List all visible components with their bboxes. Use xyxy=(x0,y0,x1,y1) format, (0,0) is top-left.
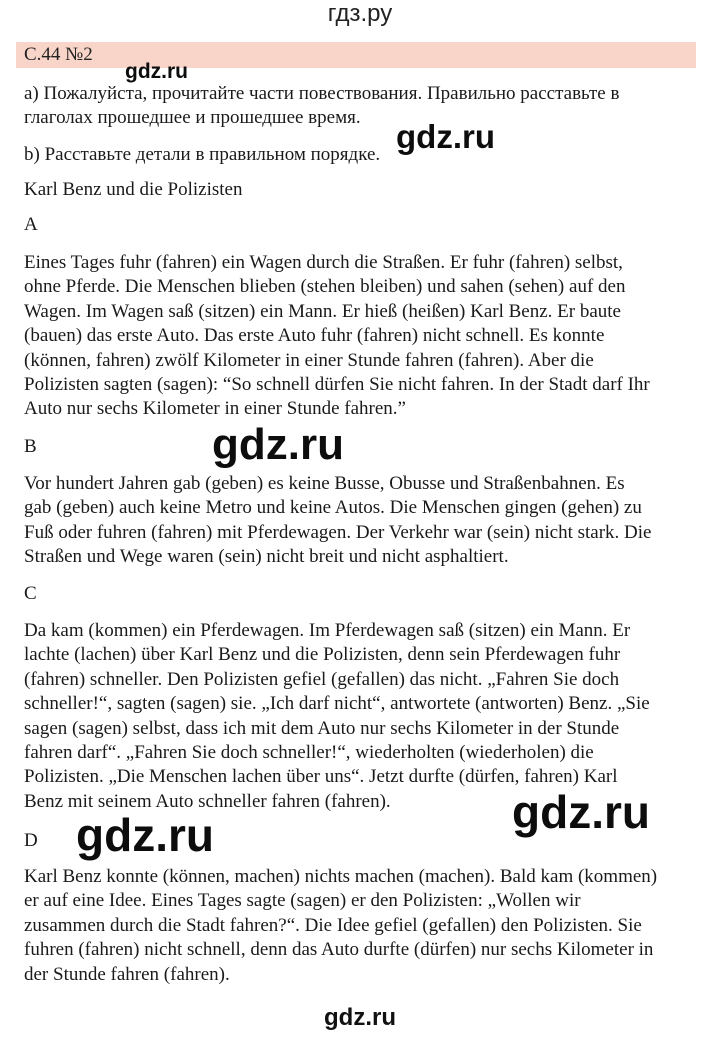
task-a xyxy=(24,82,619,131)
section-line: ohne Pferde. Die Menschen blieben (stehen bleiben) und sahen (sehen) auf den xyxy=(24,276,626,298)
section-line: (bauen) das erste Auto. Das erste Auto fuhr (fahren) nicht schnell. Es konnte xyxy=(24,325,605,347)
watermark: gdz.ru xyxy=(212,420,344,469)
section-line: fuhren (fahren) nicht schnell, denn das Auto durfte (dürfen) nur sechs Kilometer in xyxy=(24,939,654,961)
section-line: sagen (sagen) selbst, dass ich mit dem Auto nur sechs Kilometer in der Stunde xyxy=(24,717,620,739)
watermark: gdz.ru xyxy=(125,60,188,83)
section-line: er auf eine Idee. Eines Tages sagte (sagen) er den Polizisten: „Wollen wir xyxy=(24,890,581,912)
section-line: Straßen und Wege waren (sein) nicht breit und nicht asphaltiert. xyxy=(24,546,509,568)
section-letter-b: B xyxy=(24,436,37,457)
section-line: zusammen durch die Stadt fahren?“. Die Idee gefiel (gefallen) den Polizisten. Sie xyxy=(24,914,642,936)
task-a-line: глаголах прошедшее и прошедшее время. xyxy=(24,107,361,129)
page-reference: С.44 №2 xyxy=(24,44,93,65)
section-line: fahren darf“. „Fahren Sie doch schneller!“, wiederholten (wiederholen) die xyxy=(24,742,594,764)
section-line: (können, fahren) zwölf Kilometer in einer Stunde fahren (fahren). Aber die xyxy=(24,349,594,371)
watermark: gdz.ru xyxy=(512,786,650,838)
task-a-line: a) Пожалуйста, прочитайте части повествования. Правильно расставьте в xyxy=(24,83,620,104)
footer-watermark: gdz.ru xyxy=(324,1004,396,1031)
section-line: Polizisten. „Die Menschen lachen über uns“. Jetzt durfte (dürfen, fahren) Karl xyxy=(24,766,618,788)
watermark: gdz.ru xyxy=(76,809,214,861)
section-letter-a: A xyxy=(24,214,38,235)
task-b: b) Расставьте детали в правильном порядке. xyxy=(24,144,381,165)
section-line: Polizisten sagten (sagen): “So schnell dürfen Sie nicht fahren. In der Stadt darf Ihr xyxy=(24,374,650,396)
section-d-text xyxy=(24,865,657,987)
section-line: lachte (lachen) über Karl Benz und die Polizisten, denn sein Pferdewagen fuhr xyxy=(24,644,621,666)
watermark: gdz.ru xyxy=(396,118,495,155)
section-line: Da kam (kommen) ein Pferdewagen. Im Pferdewagen saß (sitzen) ein Mann. Er xyxy=(24,620,631,641)
section-line: Karl Benz konnte (können, machen) nichts machen (machen). Bald kam (kommen) xyxy=(24,866,658,887)
section-a-text xyxy=(24,251,650,422)
site-title: гдз.ру xyxy=(327,0,393,27)
section-line: Benz mit seinem Auto schneller fahren (fahren). xyxy=(24,790,391,812)
section-line: gab (geben) auch keine Metro und keine Autos. Die Menschen gingen (gehen) zu xyxy=(24,497,642,519)
section-line: Eines Tages fuhr (fahren) ein Wagen durch die Straßen. Er fuhr (fahren) selbst, xyxy=(24,252,623,273)
section-b-text xyxy=(24,472,651,570)
section-line: schneller!“, sagten (sagen) sie. „Ich darf nicht“, antwortete (antworten) Benz. „Sie xyxy=(24,693,650,715)
section-letter-d: D xyxy=(24,830,38,851)
section-line: Auto nur sechs Kilometer in einer Stunde fahren.” xyxy=(24,398,406,420)
section-line: Wagen. Im Wagen saß (sitzen) ein Mann. Er hieß (heißen) Karl Benz. Er baute xyxy=(24,300,621,322)
section-letter-c: C xyxy=(24,583,37,604)
section-line: Fuß oder fuhren (fahren) mit Pferdewagen. Der Verkehr war (sein) nicht stark. Die xyxy=(24,521,652,543)
site-header xyxy=(0,0,720,38)
story-title: Karl Benz und die Polizisten xyxy=(24,179,243,200)
section-line: Vor hundert Jahren gab (geben) es keine Busse, Obusse und Straßenbahnen. Es xyxy=(24,473,625,494)
page-reference-bar xyxy=(16,42,696,68)
section-line: der Stunde fahren (fahren). xyxy=(24,963,230,985)
section-line: (fahren) schneller. Den Polizisten gefiel (gefallen) das nicht. „Fahren Sie doch xyxy=(24,668,620,690)
